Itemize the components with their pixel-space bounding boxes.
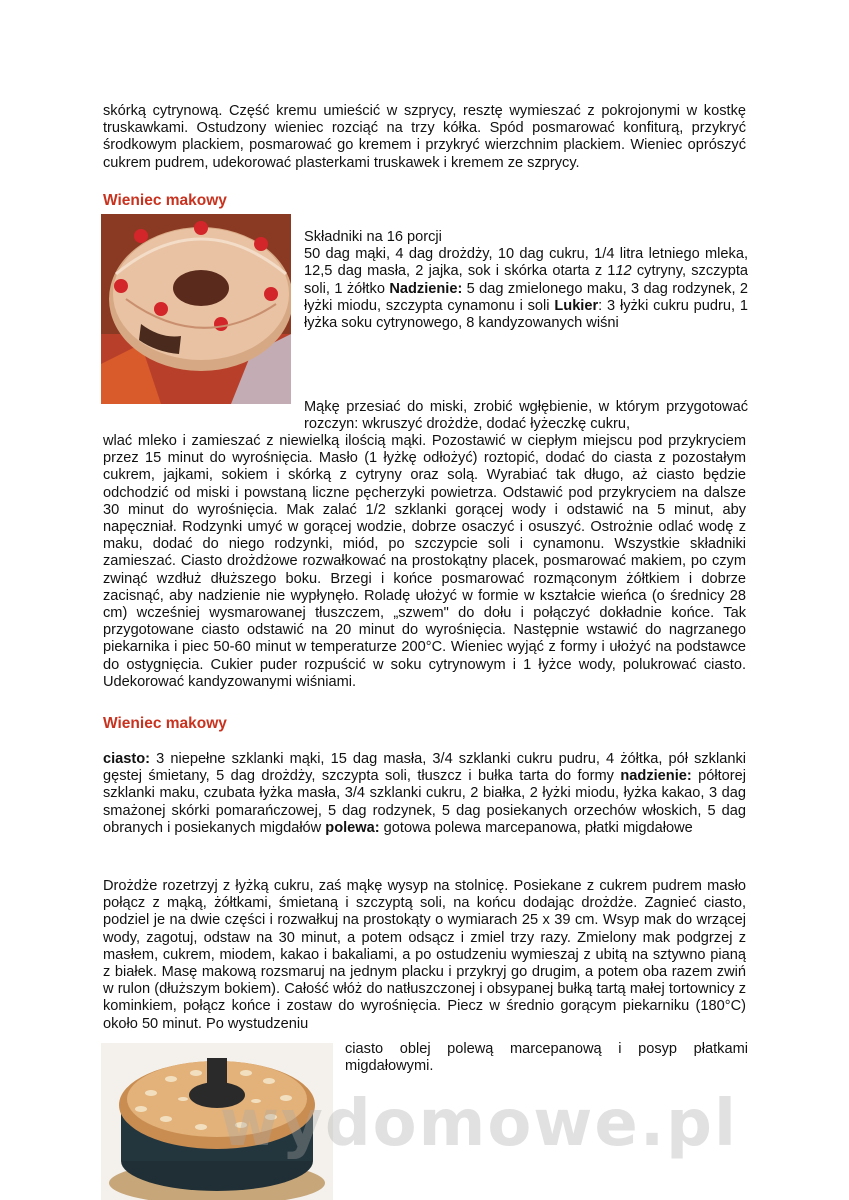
recipe2-title: Wieniec makowy — [103, 715, 227, 732]
recipe1-title: Wieniec makowy — [103, 192, 227, 209]
intro-paragraph: skórką cytrynową. Część kremu umieścić w szprycy, resztę wymieszać z pokrojonymi w kostkę truskawkami. Ostudzony wieniec rozciąć na trzy kółka. Spód posmarować konfiturą, przykryć środkowym plackiem, posmarować go kremem i przykryć wierzchnim plackiem. Wieniec oprószyć cukrem pudrem, udekorować plasterkami truskawek i kremem ze szprycy. — [103, 103, 746, 171]
servings-line: Składniki na 16 porcji — [304, 229, 442, 245]
filling-label: Nadzienie: — [389, 280, 463, 297]
dough-label: ciasto: — [103, 751, 151, 767]
icing-text: : 3 łyżki cukru pudru, 1 łyżka soku cytrynowego, 8 kandyzowanych wiśni — [304, 297, 748, 332]
ingredients-fraction: 12 — [615, 263, 632, 280]
watermark: wydomowe.pl — [220, 1087, 738, 1161]
recipe1-method: wlać mleko i zamieszać z niewielką ilością mąki. Pozostawić w ciepłym miejscu pod przykryciem przez 15 minut do wyrośnięcia. Masło (1 łyżkę odłożyć) roztopić, dodać do ciasta z pozostałym cukrem, jajkami, sokiem i skórką z cytryny oraz solą. Wyrabiać tak długo, aż ciasto będzie odchodzić od miski i powstaną liczne pęcherzyki powietrza. Odstawić pod przykryciem na dalsze 30 minut do wyrośnięcia. Mak zalać 1/2 szklanki gorącej wody i odstawić na 5 minut, aby napęczniał. Rodzynki umyć w gorącej wodzie, dobrze osaczyć i osuszyć. Ostrożnie odlać wodę z maku, dodać do niego rodzynki, miód, po szczypcie soli i cynamonu. Wszystkie składniki zamieszać. Ciasto drożdżowe rozwałkować na prostokątny placek, posmarować makiem, po czym zwinąć wzdłuż dłuższego boku. Brzegi i końce posmarować rozmąconym żółtkiem i dobrze zacisnąć, aby nadzienie nie wypłynęło. Roladę ułożyć w formie w kształcie wieńca (o średnicy 28 cm) wcześniej wysmarowanej tłuszczem, „szwem" do dołu i połączyć dokładnie końce. Tak przygotowane ciasto odstawić na 20 minut do wyrośnięcia. Następnie wstawić do nagrzanego piekarnika i piec 50-60 minut w temperaturze 200°C. Wieniec wyjąć z formy i ułożyć na podstawce do ostygnięcia. Cukier puder rozpuścić w soku cytrynowym i 1 łyżce wody, polukrować ciasto. Udekorować kandyzowanymi wiśniami. — [103, 433, 746, 690]
ingredients-rest: cytryny, szczypta soli, 1 żółtko — [304, 263, 748, 297]
glaze-label: polewa: — [325, 819, 380, 836]
glaze-text: gotowa polewa marcepanowa, płatki migdałowe — [379, 819, 693, 836]
filling-text: 5 dag zmielonego maku, 3 dag rodzynek, 2 łyżki miodu, szczypta cynamonu i soli — [304, 280, 749, 314]
wreath-cake-photo — [101, 214, 291, 404]
ingredients-text: 50 dag mąki, 4 dag drożdży, 10 dag cukru, 1/4 litra letniego mleka, 12,5 dag masła, 2 jajka, sok i skórka otarta z 1 — [304, 246, 748, 280]
recipe1-method-top: Mąkę przesiać do miski, zrobić wgłębienie, w którym przygotować rozczyn: wkruszyć drożdże, dodać łyżeczkę cukru, — [304, 399, 748, 433]
filling2-label: nadzienie: — [620, 768, 692, 785]
recipe2-ingredients — [103, 751, 746, 837]
recipe2-method: Drożdże rozetrzyj z łyżką cukru, zaś mąkę wysyp na stolnicę. Posiekane z cukrem pudrem masło połącz z mąką, żółtkami, śmietaną i szczyptą soli, na końcu dodając drożdże. Zagnieć ciasto, podziel je na dwie części i rozwałkuj na prostokąty o wymiarach 25 x 39 cm. Wsyp mak do wrzącej wody, zagotuj, odstaw na 30 minut, a potem odsącz i zmiel trzy razy. Zmielony mak podgrzej z masłem, cukrem, miodem, kakao i bakaliami, a po ostudzeniu wymieszaj z ubitą na sztywno pianą z białek. Masę makową rozsmaruj na jednym placku i przykryj go drugim, a potem oba razem zwiń w rulon (dłuższym bokiem). Całość włóż do natłuszczonej i obsypanej bułką tartą małej tortownicy z kominkiem, połącz końce i zostaw do wyrośnięcia. Piecz w średnio gorącym piekarniku (180°C) około 50 minut. Po wystudzeniu — [103, 878, 746, 1032]
filling2-text: półtorej szklanki maku, czubata łyżka masła, 3/4 szklanki cukru, 2 białka, 2 łyżki miodu, łyżka kakao, 3 dag smażonej skórki pomarańczowej, 5 dag rodzynek, 5 dag posiekanych orzechów włoskich, 5 dag obranych i posiekanych migdałów — [103, 768, 746, 836]
recipe1-ingredients — [304, 229, 748, 332]
dough-text: 3 niepełne szklanki mąki, 15 dag masła, 3/4 szklanki cukru pudru, 4 żółtka, pół szklanki gęstej śmietany, 5 dag drożdży, szczypta soli, tłuszcz i bułka tarta do formy — [103, 751, 746, 785]
recipe2-method-end: ciasto oblej polewą marcepanową i posyp płatkami migdałowymi. — [345, 1041, 748, 1075]
icing-label: Lukier — [554, 297, 599, 314]
